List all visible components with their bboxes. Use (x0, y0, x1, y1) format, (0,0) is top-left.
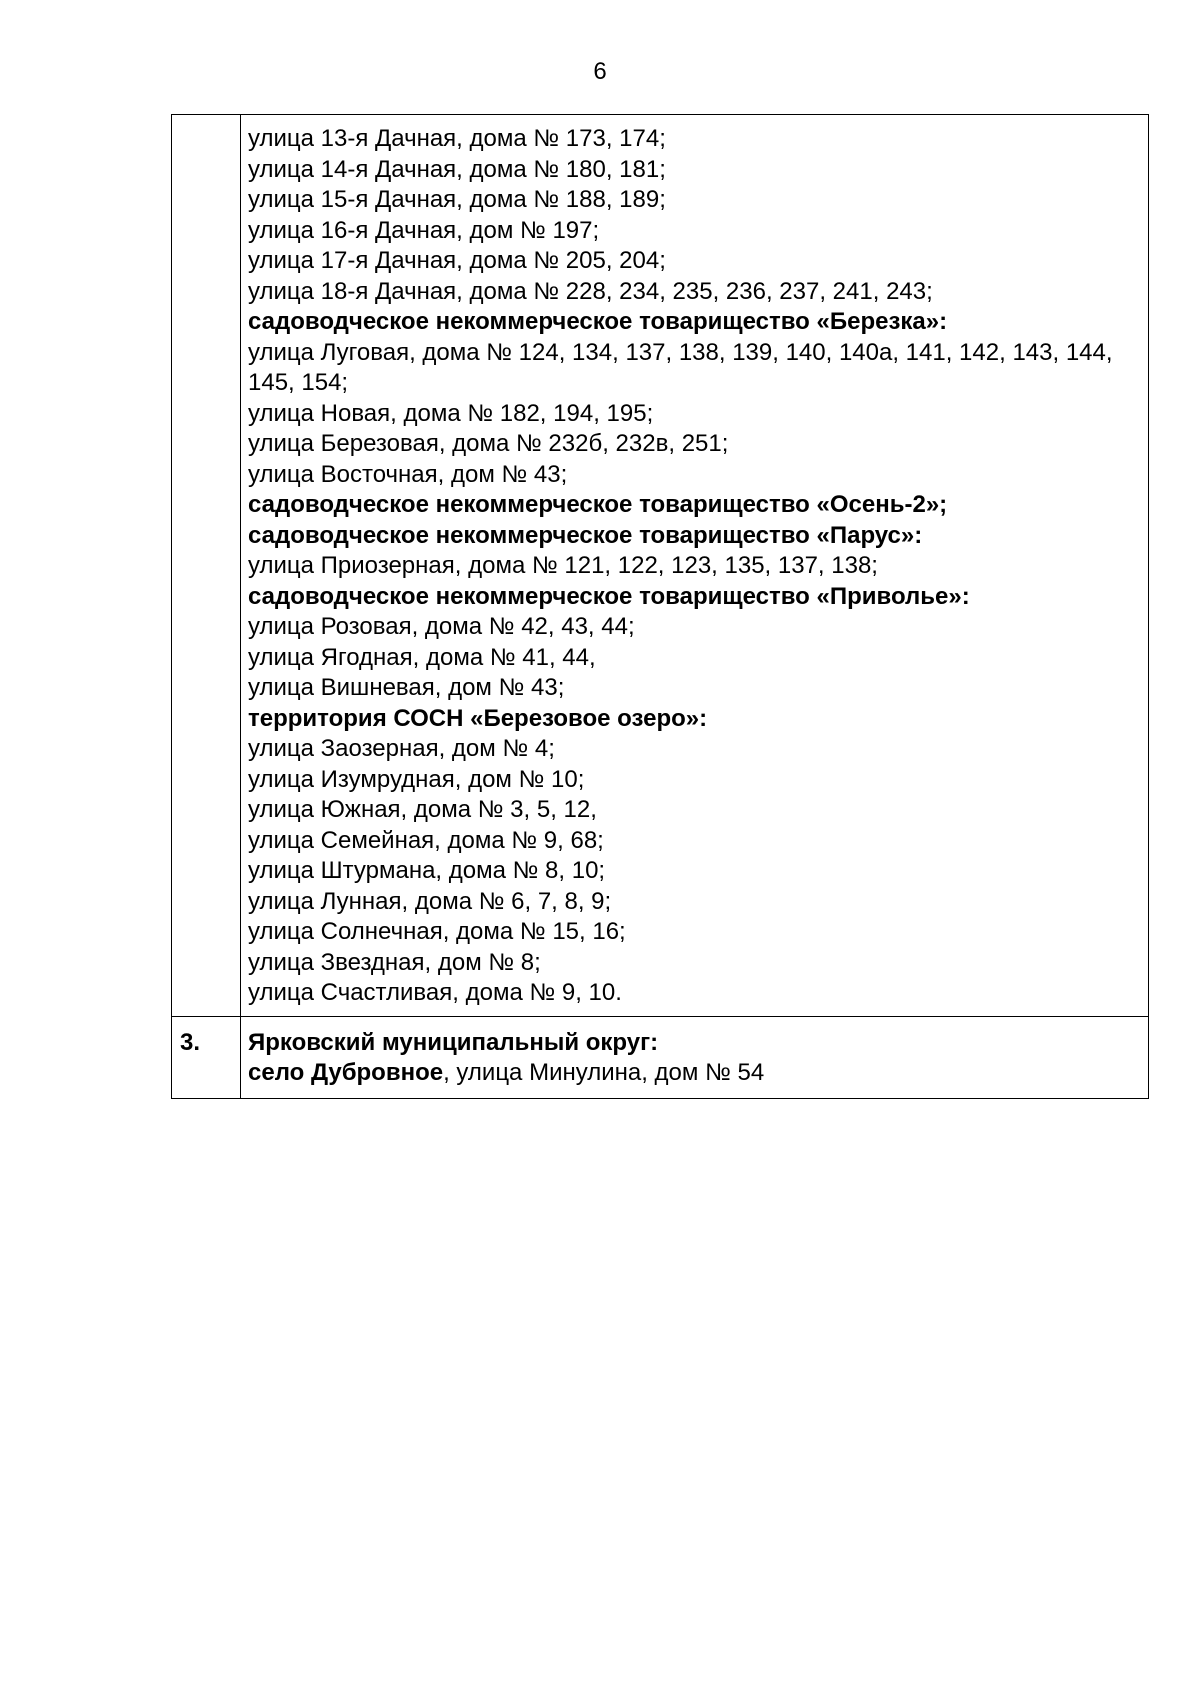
table-row (172, 115, 1149, 1017)
address-line: улица Новая, дома № 182, 194, 195; (248, 399, 654, 427)
page-number: 6 (593, 58, 607, 85)
address-line: улица Южная, дома № 3, 5, 12, (248, 796, 597, 823)
address-line: улица 14-я Дачная, дома № 180, 181; (248, 155, 666, 183)
address-line: улица Березовая, дома № 232б, 232в, 251; (248, 430, 729, 457)
address-line: улица 18-я Дачная, дома № 228, 234, 235, 236, 237, 241, 243; (248, 277, 933, 305)
street-address: , улица Минулина, дом № 54 (443, 1059, 765, 1086)
address-line: улица Розовая, дома № 42, 43, 44; (248, 613, 635, 640)
address-line: улица Лунная, дома № 6, 7, 8, 9; (248, 887, 612, 915)
address-line: улица Звездная, дом № 8; (248, 948, 541, 976)
address-line: улица Луговая, дома № 124, 134, 137, 138, 139, 140, 140а, 141, 142, 143, 144, 145, 154; (248, 338, 1113, 396)
table-row (172, 1016, 1149, 1098)
address-line (248, 1058, 1142, 1089)
row-number-cell: 3. (172, 1016, 241, 1098)
address-line: улица Заозерная, дом № 4; (248, 735, 555, 762)
address-line: улица Вишневая, дом № 43; (248, 674, 565, 701)
address-table (171, 114, 1149, 1099)
section-heading: садоводческое некоммерческое товарищество «Осень-2»; (248, 491, 948, 518)
address-list-cell (241, 115, 1149, 1017)
address-list-cell (241, 1016, 1149, 1098)
address-line: улица 16-я Дачная, дом № 197; (248, 216, 600, 244)
address-line: улица Восточная, дом № 43; (248, 460, 568, 488)
row-number-cell (172, 115, 241, 1017)
section-heading: территория СОСН «Березовое озеро»: (248, 704, 708, 732)
address-line: улица 13-я Дачная, дома № 173, 174; (248, 125, 666, 152)
address-line: улица Изумрудная, дом № 10; (248, 765, 585, 793)
address-line: улица Семейная, дома № 9, 68; (248, 826, 604, 854)
address-line: улица Счастливая, дома № 9, 10. (248, 979, 622, 1006)
section-heading: садоводческое некоммерческое товарищество «Приволье»: (248, 582, 970, 610)
address-line: улица Ягодная, дома № 41, 44, (248, 643, 596, 671)
section-heading: садоводческое некоммерческое товарищество «Березка»: (248, 308, 948, 335)
address-line: улица Приозерная, дома № 121, 122, 123, 135, 137, 138; (248, 552, 878, 579)
district-heading: Ярковский муниципальный округ: (248, 1028, 659, 1056)
address-line: улица 17-я Дачная, дома № 205, 204; (248, 247, 666, 274)
section-heading: садоводческое некоммерческое товарищество «Парус»: (248, 521, 923, 549)
address-line: улица 15-я Дачная, дома № 188, 189; (248, 186, 666, 213)
address-line: улица Штурмана, дома № 8, 10; (248, 857, 606, 884)
locality-name: село Дубровное (248, 1059, 444, 1086)
address-line: улица Солнечная, дома № 15, 16; (248, 918, 626, 945)
